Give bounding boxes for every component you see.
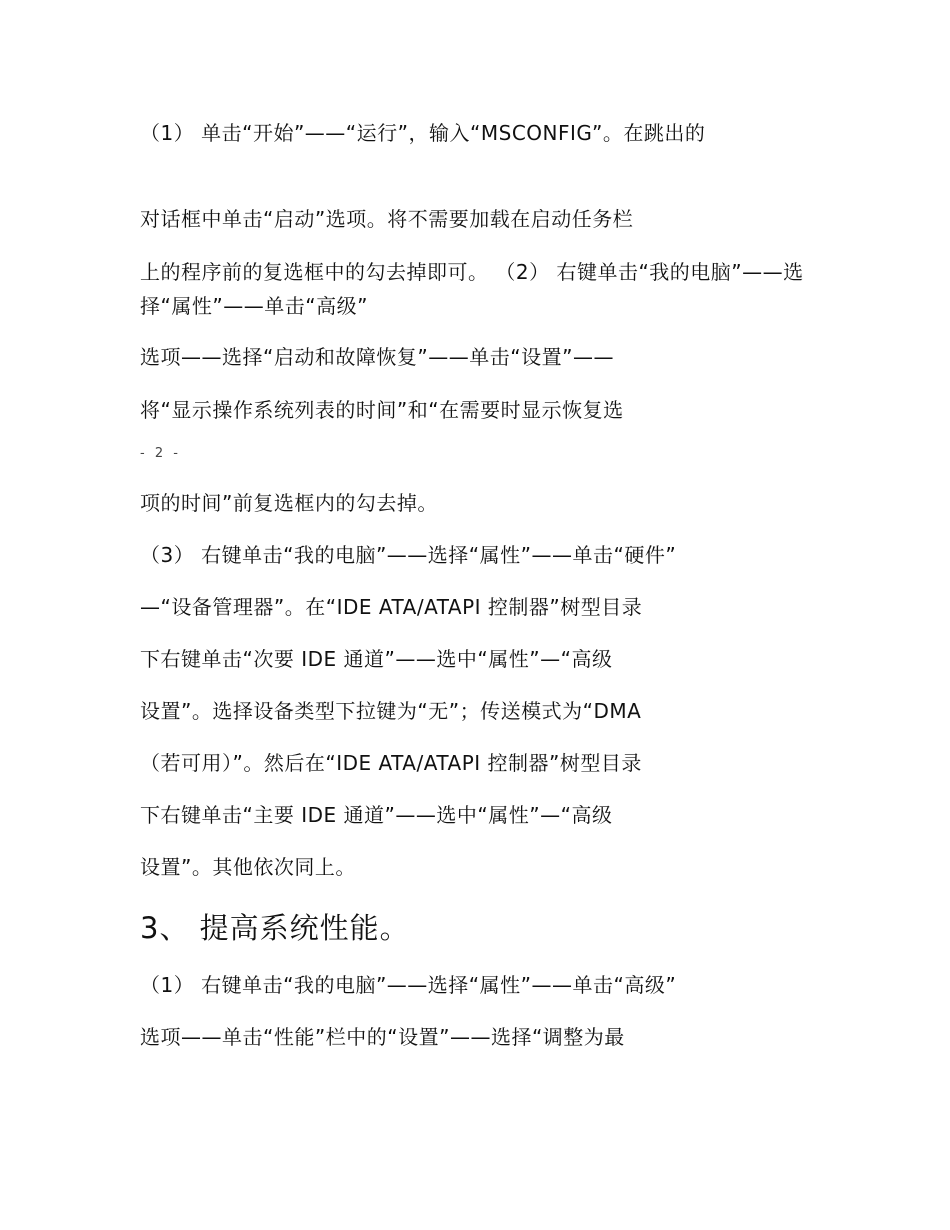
paragraph-line-1: （1） 单击“开始”——“运行”，输入“MSCONFIG”。在跳出的 xyxy=(140,121,706,145)
paragraph-line-5: 将“显示操作系统列表的时间”和“在需要时显示恢复选 xyxy=(140,398,624,422)
paragraph-line-14: （1） 右键单击“我的电脑”——选择“属性”——单击“高级” xyxy=(140,973,677,997)
paragraph-line-3: 上的程序前的复选框中的勾去掉即可。 （2） 右键单击“我的电脑”——选择“属性”——单击“高级” xyxy=(140,260,804,318)
page-number: - 2 - xyxy=(140,446,181,461)
paragraph-line-10: 设置”。选择设备类型下拉键为“无”；传送模式为“DMA xyxy=(140,699,642,723)
paragraph-line-11: （若可用）”。然后在“IDE ATA/ATAPI 控制器”树型目录 xyxy=(140,751,642,775)
paragraph-line-4: 选项——选择“启动和故障恢复”——单击“设置”—— xyxy=(140,345,614,369)
paragraph-line-7: （3） 右键单击“我的电脑”——选择“属性”——单击“硬件” xyxy=(140,543,677,567)
paragraph-line-9: 下右键单击“次要 IDE 通道”——选中“属性”—“高级 xyxy=(140,647,613,671)
paragraph-line-12: 下右键单击“主要 IDE 通道”——选中“属性”—“高级 xyxy=(140,803,613,827)
paragraph-line-15: 选项——单击“性能”栏中的“设置”——选择“调整为最 xyxy=(140,1025,625,1049)
section-heading: 3、 提高系统性能。 xyxy=(140,911,410,945)
paragraph-line-13: 设置”。其他依次同上。 xyxy=(140,855,356,879)
paragraph-line-6: 项的时间”前复选框内的勾去掉。 xyxy=(140,491,438,515)
paragraph-line-8: —“设备管理器”。在“IDE ATA/ATAPI 控制器”树型目录 xyxy=(140,595,643,619)
paragraph-line-2: 对话框中单击“启动”选项。将不需要加载在启动任务栏 xyxy=(140,207,634,231)
